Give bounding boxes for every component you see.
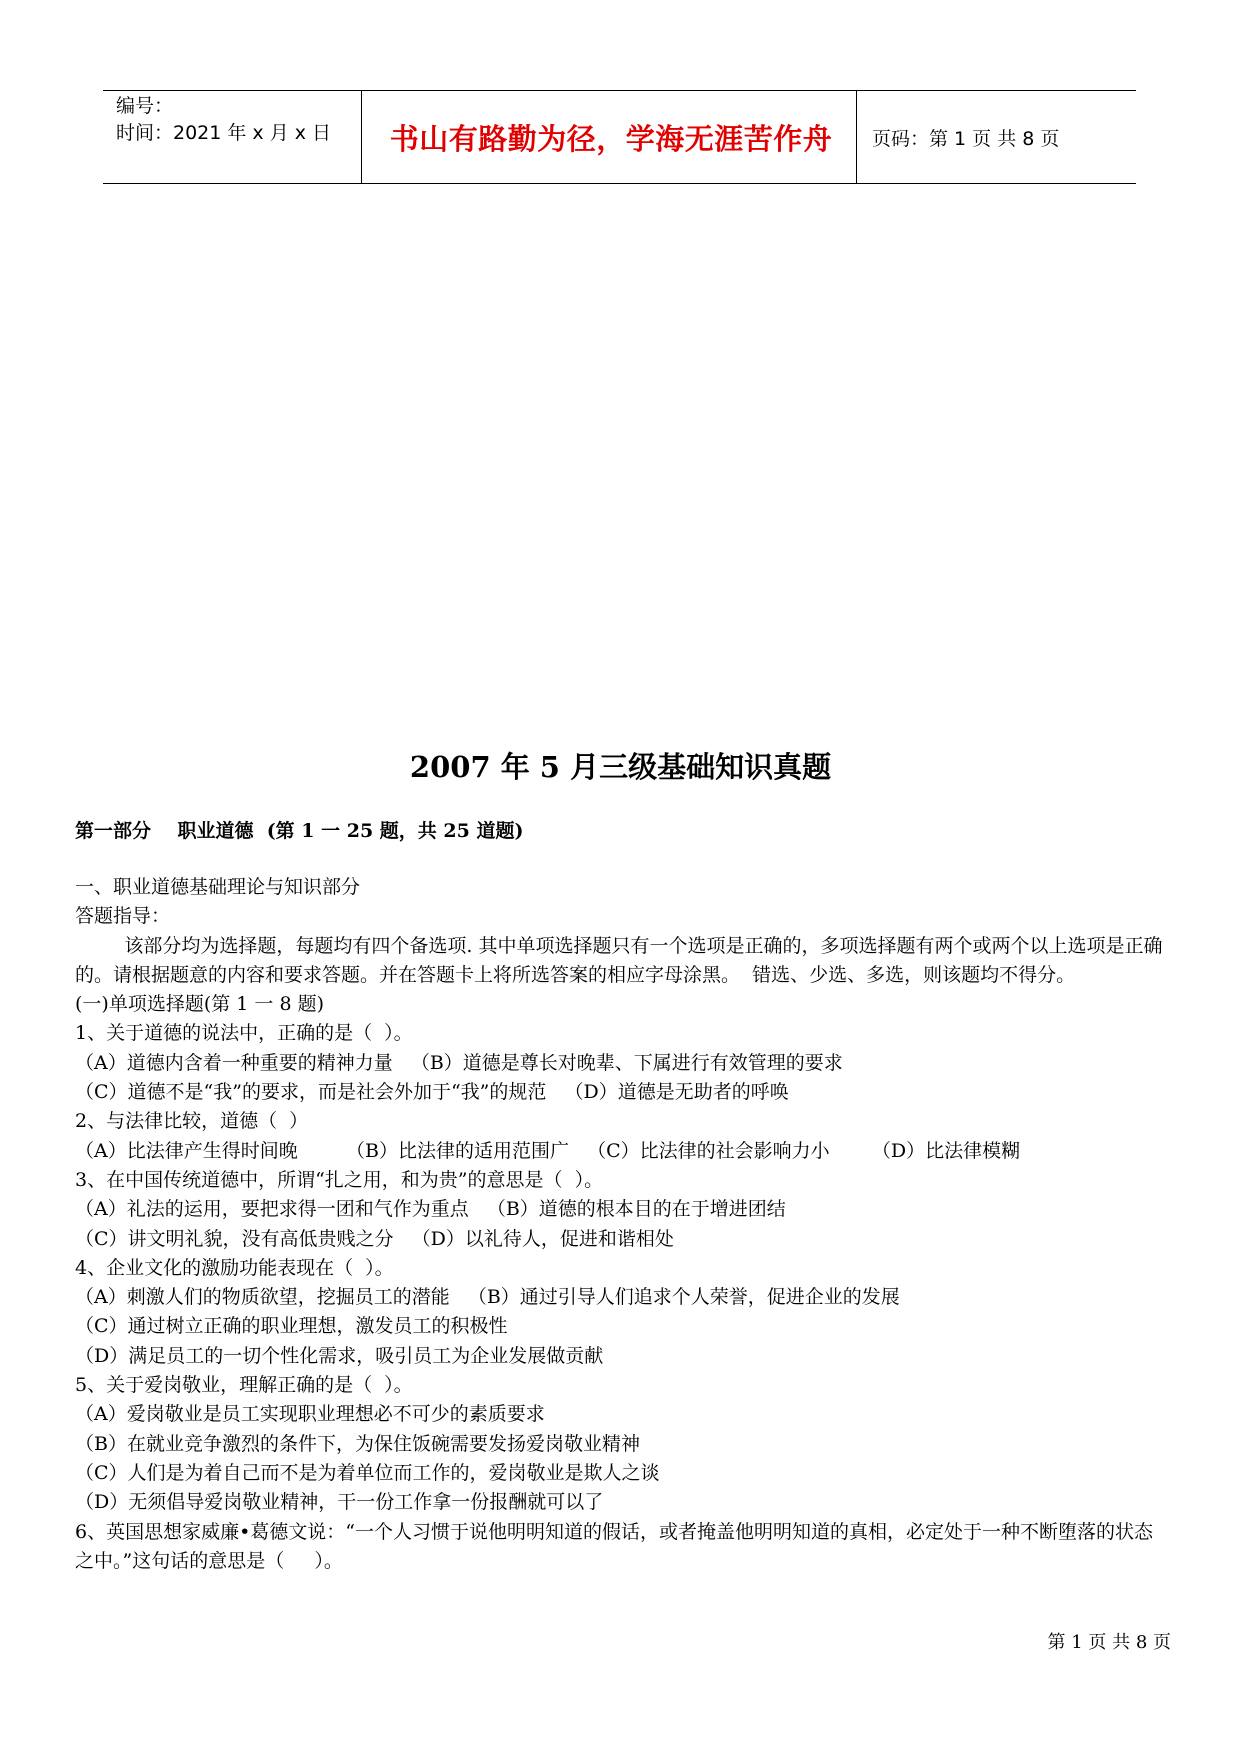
question-option: （D）无须倡导爱岗敬业精神，干一份工作拿一份报酬就可以了 [75,1491,604,1514]
page-footer: 第 1 页 共 8 页 [1047,1632,1171,1653]
question-option: （C）讲文明礼貌，没有高低贵贱之分 （D）以礼待人，促进和谐相处 [75,1227,674,1250]
header-divider-left [361,91,362,183]
question-4: 4、企业文化的激励功能表现在（ ）。 [75,1256,394,1279]
question-1: 1、关于道德的说法中，正确的是（ ）。 [75,1022,413,1045]
instruction-paragraph: 该部分均为选择题，每题均有四个备选项. 其中单项选择题只有一个选项是正确的，多项选择题有两个或两个以上选项是正确的。请根据题意的内容和要求答题。并在答题卡上将所选答案的相应字母涂黑。 错选、少选、多选，则该题均不得分。 [75,934,1163,986]
question-3: 3、在中国传统道德中，所谓“扎之用，和为贵”的意思是（ ）。 [75,1168,604,1191]
question-option: （B）在就业竞争激烈的条件下，为保住饭碗需要发扬爱岗敬业精神 [75,1432,640,1455]
header-date-label: 时间：2021 年 x 月 x 日 [116,122,332,144]
header-divider-right [856,91,857,183]
question-option: （A）爱岗敬业是员工实现职业理想必不可少的素质要求 [75,1403,545,1426]
body-line: 一、职业道德基础理论与知识部分 [75,876,361,898]
header-motto: 书山有路勤为径，学海无涯苦作舟 [389,121,833,156]
body-line: 答题指导： [75,905,171,928]
question-option: （C）通过树立正确的职业理想，激发员工的积极性 [75,1315,508,1338]
question-2: 2、与法律比较，道德（ ） [75,1110,309,1133]
body-line: (一)单项选择题(第 1 一 8 题) [75,993,324,1016]
document-title: 2007 年 5 月三级基础知识真题 [409,750,832,784]
question-5: 5、关于爱岗敬业，理解正确的是（ ）。 [75,1374,413,1397]
document-header-table [103,90,1136,184]
question-option: （C）人们是为着自己而不是为着单位而工作的，爱岗敬业是欺人之谈 [75,1461,660,1484]
question-option: （A）比法律产生得时间晚 （B）比法律的适用范围广 （C）比法律的社会影响力小 （D）比法律模糊 [75,1139,1021,1162]
question-option: （A）刺激人们的物质欲望，挖掘员工的潜能 （B）通过引导人们追求个人荣誉，促进企业的发展 [75,1286,900,1309]
question-option: （C）道德不是“我”的要求，而是社会外加于“我”的规范 （D）道德是无助者的呼唤 [75,1081,789,1104]
header-page-number: 页码：第 1 页 共 8 页 [872,127,1060,150]
question-option: （D）满足员工的一切个性化需求，吸引员工为企业发展做贡献 [75,1344,604,1367]
section-heading: 第一部分 职业道德 (第 1 一 25 题，共 25 道题) [75,820,524,842]
document-body [75,873,1168,1576]
question-option: （A）礼法的运用，要把求得一团和气作为重点 （B）道德的根本目的在于增进团结 [75,1198,786,1221]
question-option: （A）道德内含着一种重要的精神力量 （B）道德是尊长对晚辈、下属进行有效管理的要求 [75,1051,843,1074]
header-number-label: 编号： [116,95,174,117]
header-left-cell [116,93,331,147]
question-6: 6、英国思想家威廉•葛德文说：“一个人习惯于说他明明知道的假话，或者掩盖他明明知道的真相，必定处于一种不断堕落的状态之中。”这句话的意思是（ ）。 [75,1520,1154,1572]
